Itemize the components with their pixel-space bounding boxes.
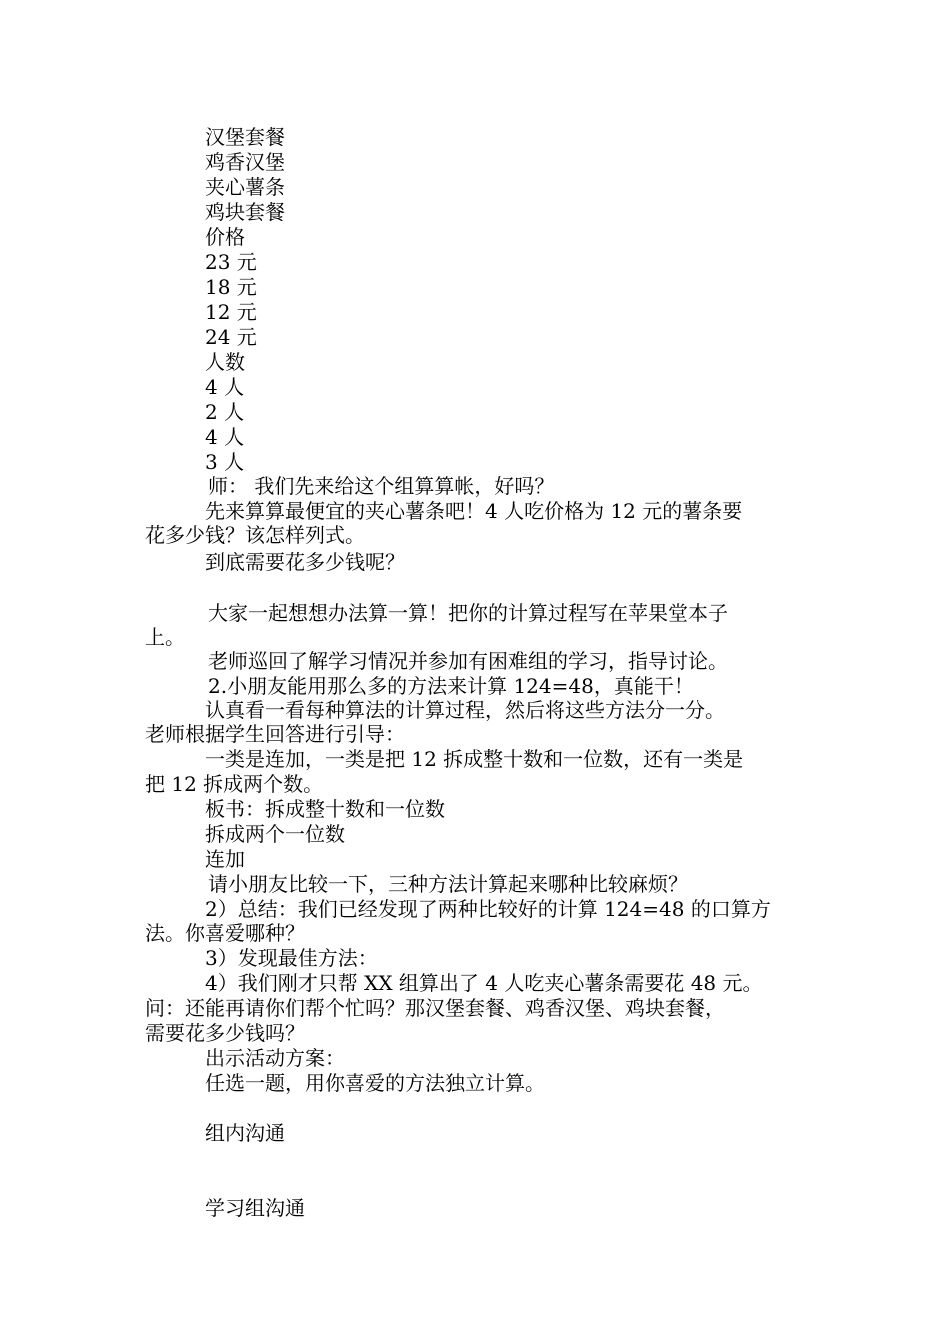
paragraph-line: 法。你喜爱哪种？ [145,921,305,945]
board-note: 板书：拆成整十数和一位数 [205,797,445,821]
paragraph-line: 2.小朋友能用那么多的方法来计算 124=48，真能干！ [208,674,694,698]
paragraph-line: 3）发现最佳方法： [205,946,378,970]
price-value: 12 元 [205,300,257,324]
people-value: 2 人 [205,400,245,424]
paragraph-line: 4）我们刚才只帮 XX 组算出了 4 人吃夹心薯条需要花 48 元。 [205,971,763,995]
paragraph-line: 出示活动方案： [205,1046,345,1070]
section-label: 组内沟通 [205,1121,285,1145]
menu-item-nugget-set: 鸡块套餐 [205,200,285,224]
paragraph-line: 任选一题，用你喜爱的方法独立计算。 [205,1071,545,1095]
menu-item-hamburger-set: 汉堡套餐 [205,125,285,149]
paragraph-line: 花多少钱？该怎样列式。 [145,523,365,547]
paragraph-line: 认真看一看每种算法的计算过程，然后将这些方法分一分。 [205,698,725,722]
paragraph-line: 请小朋友比较一下，三种方法计算起来哪种比较麻烦？ [208,872,688,896]
menu-item-chicken-burger: 鸡香汉堡 [205,150,285,174]
paragraph-line: 老师根据学生回答进行引导： [145,722,405,746]
section-label: 学习组沟通 [205,1196,305,1220]
paragraph-line: 需要花多少钱吗？ [145,1021,305,1045]
price-value: 23 元 [205,250,257,274]
paragraph-line: 先来算算最便宜的夹心薯条吧！4 人吃价格为 12 元的薯条要 [205,499,743,523]
price-header: 价格 [205,225,245,249]
paragraph-line: 2）总结：我们已经发现了两种比较好的计算 124=48 的口算方 [205,897,771,921]
paragraph-line: 到底需要花多少钱呢？ [205,550,405,574]
paragraph-line: 老师巡回了解学习情况并参加有困难组的学习，指导讨论。 [208,649,728,673]
people-value: 4 人 [205,375,245,399]
people-value: 4 人 [205,425,245,449]
paragraph-line: 大家一起想想办法算一算！把你的计算过程写在苹果堂本子 [208,601,728,625]
price-value: 18 元 [205,275,257,299]
paragraph-line: 上。 [145,625,185,649]
paragraph-line: 问：还能再请你们帮个忙吗？那汉堡套餐、鸡香汉堡、鸡块套餐， [145,996,725,1020]
menu-item-fries: 夹心薯条 [205,175,285,199]
people-header: 人数 [205,350,245,374]
board-note: 连加 [205,847,245,871]
paragraph-line: 把 12 拆成两个数。 [145,772,324,796]
board-note: 拆成两个一位数 [205,822,345,846]
paragraph-line: 一类是连加，一类是把 12 拆成整十数和一位数，还有一类是 [205,747,744,771]
paragraph-line: 师： 我们先来给这个组算算帐，好吗？ [208,474,555,498]
price-value: 24 元 [205,325,257,349]
people-value: 3 人 [205,450,245,474]
